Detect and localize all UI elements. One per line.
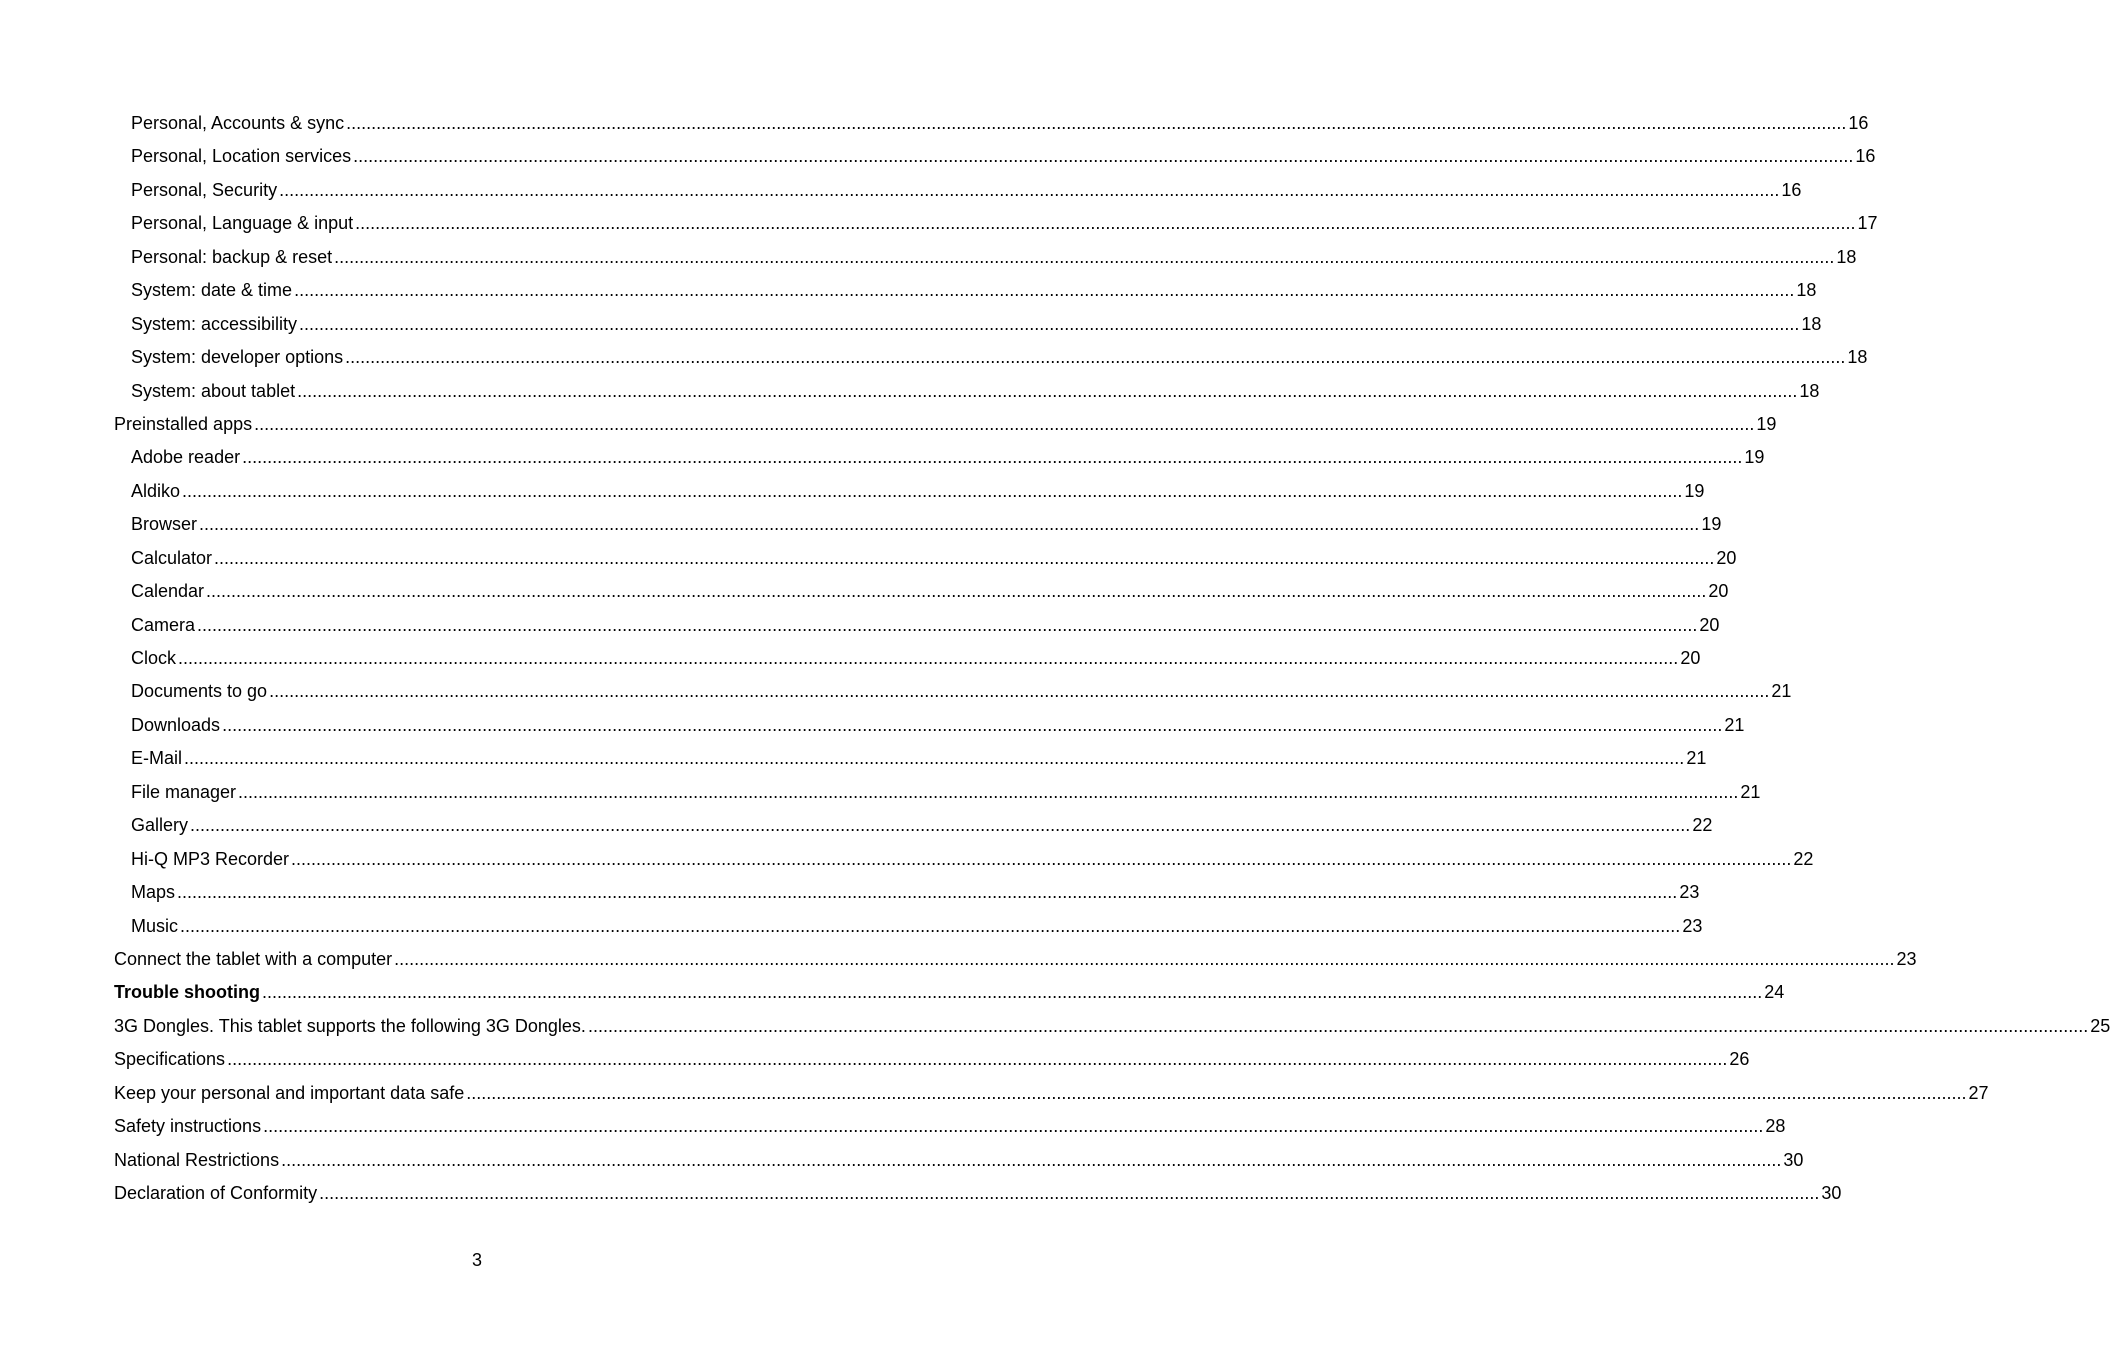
toc-entry-title: Personal, Location services	[131, 146, 352, 167]
toc-entry[interactable]	[0, 1010, 2110, 1043]
toc-entry-title: Safety instructions	[114, 1116, 262, 1137]
toc-entry[interactable]	[0, 876, 1700, 909]
toc-entry-page-number: 23	[1682, 915, 1703, 936]
toc-entry[interactable]	[0, 1144, 1804, 1177]
table-of-contents	[0, 107, 2110, 1210]
toc-entry[interactable]	[0, 575, 1729, 608]
toc-entry[interactable]	[0, 809, 1713, 842]
toc-entry-page-number: 30	[1783, 1149, 1804, 1170]
toc-dot-leader: ............................................................................................................................................................................................................................................................................................................	[184, 748, 1685, 769]
toc-entry-page-number: 18	[1836, 246, 1857, 267]
toc-entry[interactable]	[0, 508, 1722, 541]
toc-entry-page-number: 18	[1847, 347, 1868, 368]
toc-entry-title: Maps	[131, 882, 176, 903]
toc-entry-title: Aldiko	[131, 480, 181, 501]
toc-entry-title: Documents to go	[131, 681, 268, 702]
toc-entry-title: National Restrictions	[114, 1149, 280, 1170]
toc-dot-leader: ............................................................................................................................................................................................................................................................................................................	[281, 1149, 1782, 1170]
toc-entry-title: Personal, Language & input	[131, 213, 354, 234]
toc-entry[interactable]	[0, 1177, 1842, 1210]
toc-entry-page-number: 16	[1855, 146, 1876, 167]
toc-entry-title: Camera	[131, 614, 196, 635]
toc-dot-leader: ............................................................................................................................................................................................................................................................................................................	[297, 380, 1798, 401]
toc-dot-leader: ............................................................................................................................................................................................................................................................................................................	[299, 313, 1800, 334]
toc-entry-title: System: developer options	[131, 347, 344, 368]
toc-entry-title: File manager	[131, 781, 237, 802]
toc-dot-leader: ............................................................................................................................................................................................................................................................................................................	[291, 848, 1792, 869]
toc-entry-page-number: 20	[1699, 614, 1720, 635]
toc-entry-title: Adobe reader	[131, 447, 241, 468]
toc-dot-leader: ............................................................................................................................................................................................................................................................................................................	[182, 480, 1683, 501]
toc-entry-title: Clock	[131, 648, 177, 668]
toc-entry[interactable]	[0, 274, 1817, 307]
toc-dot-leader: ............................................................................................................................................................................................................................................................................................................	[355, 213, 1856, 234]
toc-dot-leader: ............................................................................................................................................................................................................................................................................................................	[197, 614, 1698, 635]
toc-entry-page-number: 18	[1801, 313, 1822, 334]
toc-entry-title: Calculator	[131, 547, 213, 568]
toc-entry-title: E-Mail	[131, 748, 183, 769]
toc-entry-page-number: 27	[1968, 1082, 1989, 1103]
toc-entry-page-number: 19	[1684, 480, 1705, 501]
toc-entry[interactable]	[0, 408, 1777, 441]
toc-entry[interactable]	[0, 642, 1701, 675]
toc-dot-leader: ............................................................................................................................................................................................................................................................................................................	[242, 447, 1743, 468]
toc-entry[interactable]	[0, 943, 1917, 976]
toc-entry-page-number: 17	[1857, 213, 1878, 234]
toc-entry-page-number: 20	[1716, 547, 1737, 568]
toc-dot-leader: ............................................................................................................................................................................................................................................................................................................	[294, 280, 1795, 301]
toc-dot-leader: ............................................................................................................................................................................................................................................................................................................	[177, 882, 1678, 903]
toc-dot-leader: ............................................................................................................................................................................................................................................................................................................	[190, 815, 1691, 836]
toc-entry-page-number: 23	[1679, 882, 1700, 903]
toc-entry-page-number: 21	[1740, 781, 1761, 802]
toc-dot-leader: ............................................................................................................................................................................................................................................................................................................	[466, 1082, 1967, 1103]
toc-entry-page-number: 28	[1765, 1116, 1786, 1137]
toc-dot-leader: ............................................................................................................................................................................................................................................................................................................	[334, 246, 1835, 267]
page-number: 3	[471, 1250, 482, 1270]
toc-dot-leader: ............................................................................................................................................................................................................................................................................................................	[587, 1015, 2089, 1036]
toc-entry-page-number: 23	[1896, 948, 1917, 969]
toc-entry[interactable]	[0, 742, 1707, 775]
toc-entry-title: Trouble shooting	[114, 982, 260, 1003]
toc-entry[interactable]	[0, 843, 1814, 876]
toc-entry-page-number: 19	[1701, 514, 1722, 535]
toc-entry[interactable]	[0, 475, 1705, 508]
toc-entry-title: System: date & time	[131, 280, 293, 301]
toc-entry-page-number: 26	[1729, 1049, 1750, 1070]
toc-entry[interactable]	[0, 675, 1792, 708]
toc-dot-leader: ............................................................................................................................................................................................................................................................................................................	[263, 1116, 1764, 1137]
toc-entry-title: System: about tablet	[131, 380, 296, 401]
toc-entry[interactable]	[0, 174, 1802, 207]
toc-entry-page-number: 24	[1764, 982, 1785, 1003]
toc-dot-leader: ............................................................................................................................................................................................................................................................................................................	[206, 581, 1707, 602]
toc-entry-page-number: 19	[1756, 413, 1777, 434]
toc-dot-leader: ............................................................................................................................................................................................................................................................................................................	[262, 982, 1763, 1003]
toc-entry-title: Personal, Security	[131, 179, 278, 200]
toc-dot-leader: ............................................................................................................................................................................................................................................................................................................	[345, 347, 1846, 368]
toc-entry-page-number: 18	[1799, 380, 1820, 401]
toc-entry[interactable]	[0, 609, 1720, 642]
toc-entry-page-number: 16	[1848, 113, 1869, 133]
toc-entry-page-number: 20	[1680, 648, 1701, 668]
toc-dot-leader: ............................................................................................................................................................................................................................................................................................................	[227, 1049, 1728, 1070]
toc-entry-page-number: 21	[1686, 748, 1707, 769]
toc-dot-leader: ............................................................................................................................................................................................................................................................................................................	[353, 146, 1854, 167]
toc-entry[interactable]	[0, 241, 1857, 274]
toc-entry-title: Declaration of Conformity	[114, 1183, 318, 1203]
toc-entry-title: Calendar	[131, 581, 205, 602]
toc-entry-title: Connect the tablet with a computer	[114, 948, 393, 969]
toc-dot-leader: ............................................................................................................................................................................................................................................................................................................	[279, 179, 1780, 200]
toc-entry-title: Hi-Q MP3 Recorder	[131, 848, 290, 869]
toc-entry[interactable]	[0, 375, 1820, 408]
toc-entry-title: 3G Dongles. This tablet supports the following 3G Dongles.	[114, 1015, 586, 1036]
toc-entry-page-number: 21	[1724, 714, 1745, 735]
toc-dot-leader: ............................................................................................................................................................................................................................................................................................................	[238, 781, 1739, 802]
toc-entry-title: Specifications	[114, 1049, 226, 1070]
toc-entry-title: Browser	[131, 514, 198, 535]
toc-entry[interactable]	[0, 207, 1878, 240]
toc-entry[interactable]	[0, 910, 1703, 943]
toc-entry[interactable]	[0, 341, 1868, 374]
toc-dot-leader: ............................................................................................................................................................................................................................................................................................................	[199, 514, 1700, 535]
toc-entry-page-number: 21	[1771, 681, 1792, 702]
toc-entry-page-number: 19	[1744, 447, 1765, 468]
toc-entry[interactable]	[0, 1043, 1750, 1076]
toc-entry-title: Gallery	[131, 815, 189, 836]
toc-entry[interactable]	[0, 1110, 1786, 1143]
toc-entry-page-number: 22	[1692, 815, 1713, 836]
toc-entry-page-number: 25	[2090, 1015, 2110, 1036]
toc-dot-leader: ............................................................................................................................................................................................................................................................................................................	[180, 915, 1681, 936]
toc-entry[interactable]	[0, 542, 1737, 575]
toc-entry[interactable]	[0, 107, 1869, 140]
toc-entry[interactable]	[0, 308, 1822, 341]
toc-entry-title: Downloads	[131, 714, 221, 735]
toc-entry-page-number: 20	[1708, 581, 1729, 602]
toc-entry[interactable]	[0, 140, 1876, 173]
toc-dot-leader: ............................................................................................................................................................................................................................................................................................................	[394, 948, 1895, 969]
toc-entry[interactable]	[0, 441, 1765, 474]
toc-entry[interactable]	[0, 776, 1761, 809]
toc-dot-leader: ............................................................................................................................................................................................................................................................................................................	[254, 413, 1755, 434]
toc-entry-title: System: accessibility	[131, 313, 298, 334]
toc-entry-title: Keep your personal and important data safe	[114, 1082, 465, 1103]
toc-dot-leader: ............................................................................................................................................................................................................................................................................................................	[346, 113, 1847, 133]
toc-entry-page-number: 22	[1793, 848, 1814, 869]
toc-entry-title: Music	[131, 915, 179, 936]
toc-entry[interactable]	[0, 1077, 1989, 1110]
toc-entry-title: Personal: backup & reset	[131, 246, 333, 267]
toc-entry-page-number: 30	[1821, 1183, 1842, 1203]
toc-dot-leader: ............................................................................................................................................................................................................................................................................................................	[319, 1183, 1820, 1203]
toc-entry[interactable]	[0, 976, 1785, 1009]
toc-dot-leader: ............................................................................................................................................................................................................................................................................................................	[214, 547, 1715, 568]
toc-entry-title: Preinstalled apps	[114, 413, 253, 434]
toc-dot-leader: ............................................................................................................................................................................................................................................................................................................	[269, 681, 1770, 702]
toc-dot-leader: ............................................................................................................................................................................................................................................................................................................	[178, 648, 1679, 668]
toc-dot-leader: ............................................................................................................................................................................................................................................................................................................	[222, 714, 1723, 735]
toc-entry-title: Personal, Accounts & sync	[131, 113, 345, 133]
toc-entry-page-number: 16	[1781, 179, 1802, 200]
toc-entry[interactable]	[0, 709, 1745, 742]
toc-entry-page-number: 18	[1796, 280, 1817, 301]
